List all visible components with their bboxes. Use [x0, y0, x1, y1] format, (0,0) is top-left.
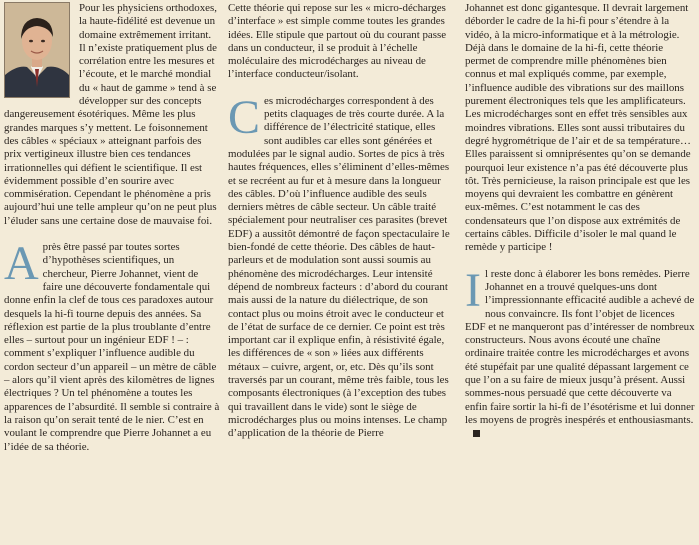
- paragraph-applications: Johannet est donc gigantesque. Il devrait largement déborder le cadre de la hi-fi pour s’étendre à la vidéo, à la micro-informatique et à la métrologie. Déjà dans le domaine de la hi-fi, cette théorie permet de comprendre mille phénomènes bien connus et mal expliqués comme, par exemple, l’influence audible des vibrations sur des maillons purement électroniques tels que les amplificateurs. Les microdécharges sont en effet très sensibles aux moindres vibrations. Elles sont aussi tributaires du degré hygrométrique de l’air et de sa température… Elles paraissent si omniprésentes qu’on se demande pourquoi leur existence n’a pas été découverte plus tôt. Très pernicieuse, la raison principale est que les moyens qui devraient les combattre en génèrent eux-mêmes. C’est notamment le cas des condensateurs que l’on dispose aux extrémités de certains câbles. Difficile d’isoler le mal quand le remède y participe !: [465, 2, 691, 254]
- author-portrait-photo: [4, 2, 70, 98]
- end-of-article-square-icon: [473, 430, 480, 437]
- paragraph-text: près être passé par toutes sortes d’hypothèses scientifiques, un chercheur, Pierre Johannet, vient de faire une découverte fondamentale qui donne enfin la clef de tous ces paradoxes autour desquels la hi-fi tourne depuis des années. Sa réflexion est partie de la plus troublante d’entre elles – surtout pour un ingénieur EDF ! – : comment s’expliquer l’influence audible du cordon secteur d’un appareil – un mètre de câble – alors qu’il vient après des kilomètres de lignes électriques ? Un tel phénomène a toutes les apparences de l’absurdité. Il semble si contraire à la raison qu’on serait tenté de le nier. C’est en voulant le comprendre que Pierre Johannet a eu l’idée de sa théorie.: [4, 241, 220, 453]
- column-2: [228, 2, 456, 441]
- intro-paragraph: Pour les physiciens orthodoxes, la haute-fidélité est devenue un domaine extrêmement irritant. Il n’existe pratiquement plus de corrélation entre les mesures et l’écoute, et le marché mondial du « haut de gamme » tend à se développer sur des concepts dangereusement ésotériques. Même les plus grandes marques s’y mettent. Le foisonnement des câbles « spéciaux » atteignant parfois des prix vertigineux illustre bien ces tendances irrationnelles qui défient le scientifique. Il est évidemment possible d’en sourire avec commisération. Cependant le phénomène a pris aujourd’hui une telle ampleur qu’on ne peut plus l’éluder sans une certaine dose de mauvaise foi.: [4, 2, 217, 227]
- drop-cap-i: I: [465, 263, 481, 317]
- paragraph-text: l reste donc à élaborer les bons remèdes. Pierre Johannet en a trouvé quelques-uns dont l’impressionnante efficacité audible a achevé de nous convaincre. Ils font l’objet de licences EDF et ne manqueront pas d’intéresser de nombreux constructeurs. Nous avons écouté une chaîne ordinaire traitée contre les microdécharges et avons été stupéfait par une qualité dépassant largement ce que l’on a su faire de mieux jusqu’à présent. Aussi sommes-nous persuadé que cette découverte va enfin faire sortir la hi-fi de l’ésotérisme et lui donner les moyens de progrès inespérés et enthousiasmants.: [465, 267, 695, 426]
- drop-cap-a: A: [4, 237, 39, 291]
- paragraph-microdischarges: [228, 90, 456, 441]
- drop-cap-c: C: [228, 90, 261, 144]
- column-1: [4, 2, 220, 454]
- paragraph-theory: Cette théorie qui repose sur les « micro-décharges d’interface » est simple comme toutes les grandes idées. Elle stipule que partout où du courant passe dans un conducteur, il se produit à l’échelle moléculaire des microdécharges au niveau de l’interface conducteur/isolant.: [228, 2, 447, 81]
- paragraph-johannet-discovery: [4, 237, 220, 454]
- paragraph-text: es microdécharges correspondent à des petits claquages de très courte durée. A la différence de l’électricité statique, elles sont audibles car elles sont générées et modulées par le signal audio. Sortes de pics à très hautes fréquences, elles s’éliminent d’elles-mêmes et se recréent au fur et à mesure dans la longueur des câbles. D’où l’influence audible des seuls derniers mètres de câble secteur. Un câble traité spécialement pour neutraliser ces parasites (brevet EDF) a aussitôt démontré de façon spectaculaire le bien-fondé de cette théorie. Des câbles de haut-parleurs et de modulation sont aussi soumis au phénomène des microdécharges. Leur intensité dépend de nombreux facteurs : d’abord du courant mais aussi de la nature du diélectrique, de son contact plus ou moins étroit avec le conducteur et de l’état de surface de ce dernier. Ce point est très important car il explique enfin, à résistivité égale, les différences de « son » liées aux différents métaux – cuivre, argent, or, etc. Dès qu’ils sont traversés par un courant, même très faible, tous les composants électroniques (à l’exception des tubes qui travaillent dans le vide) sont le siège de microdécharges plus ou moins intenses. Le champ d’application de la théorie de Pierre: [228, 94, 450, 440]
- paragraph-remedies: [465, 263, 695, 441]
- column-3: [465, 2, 695, 441]
